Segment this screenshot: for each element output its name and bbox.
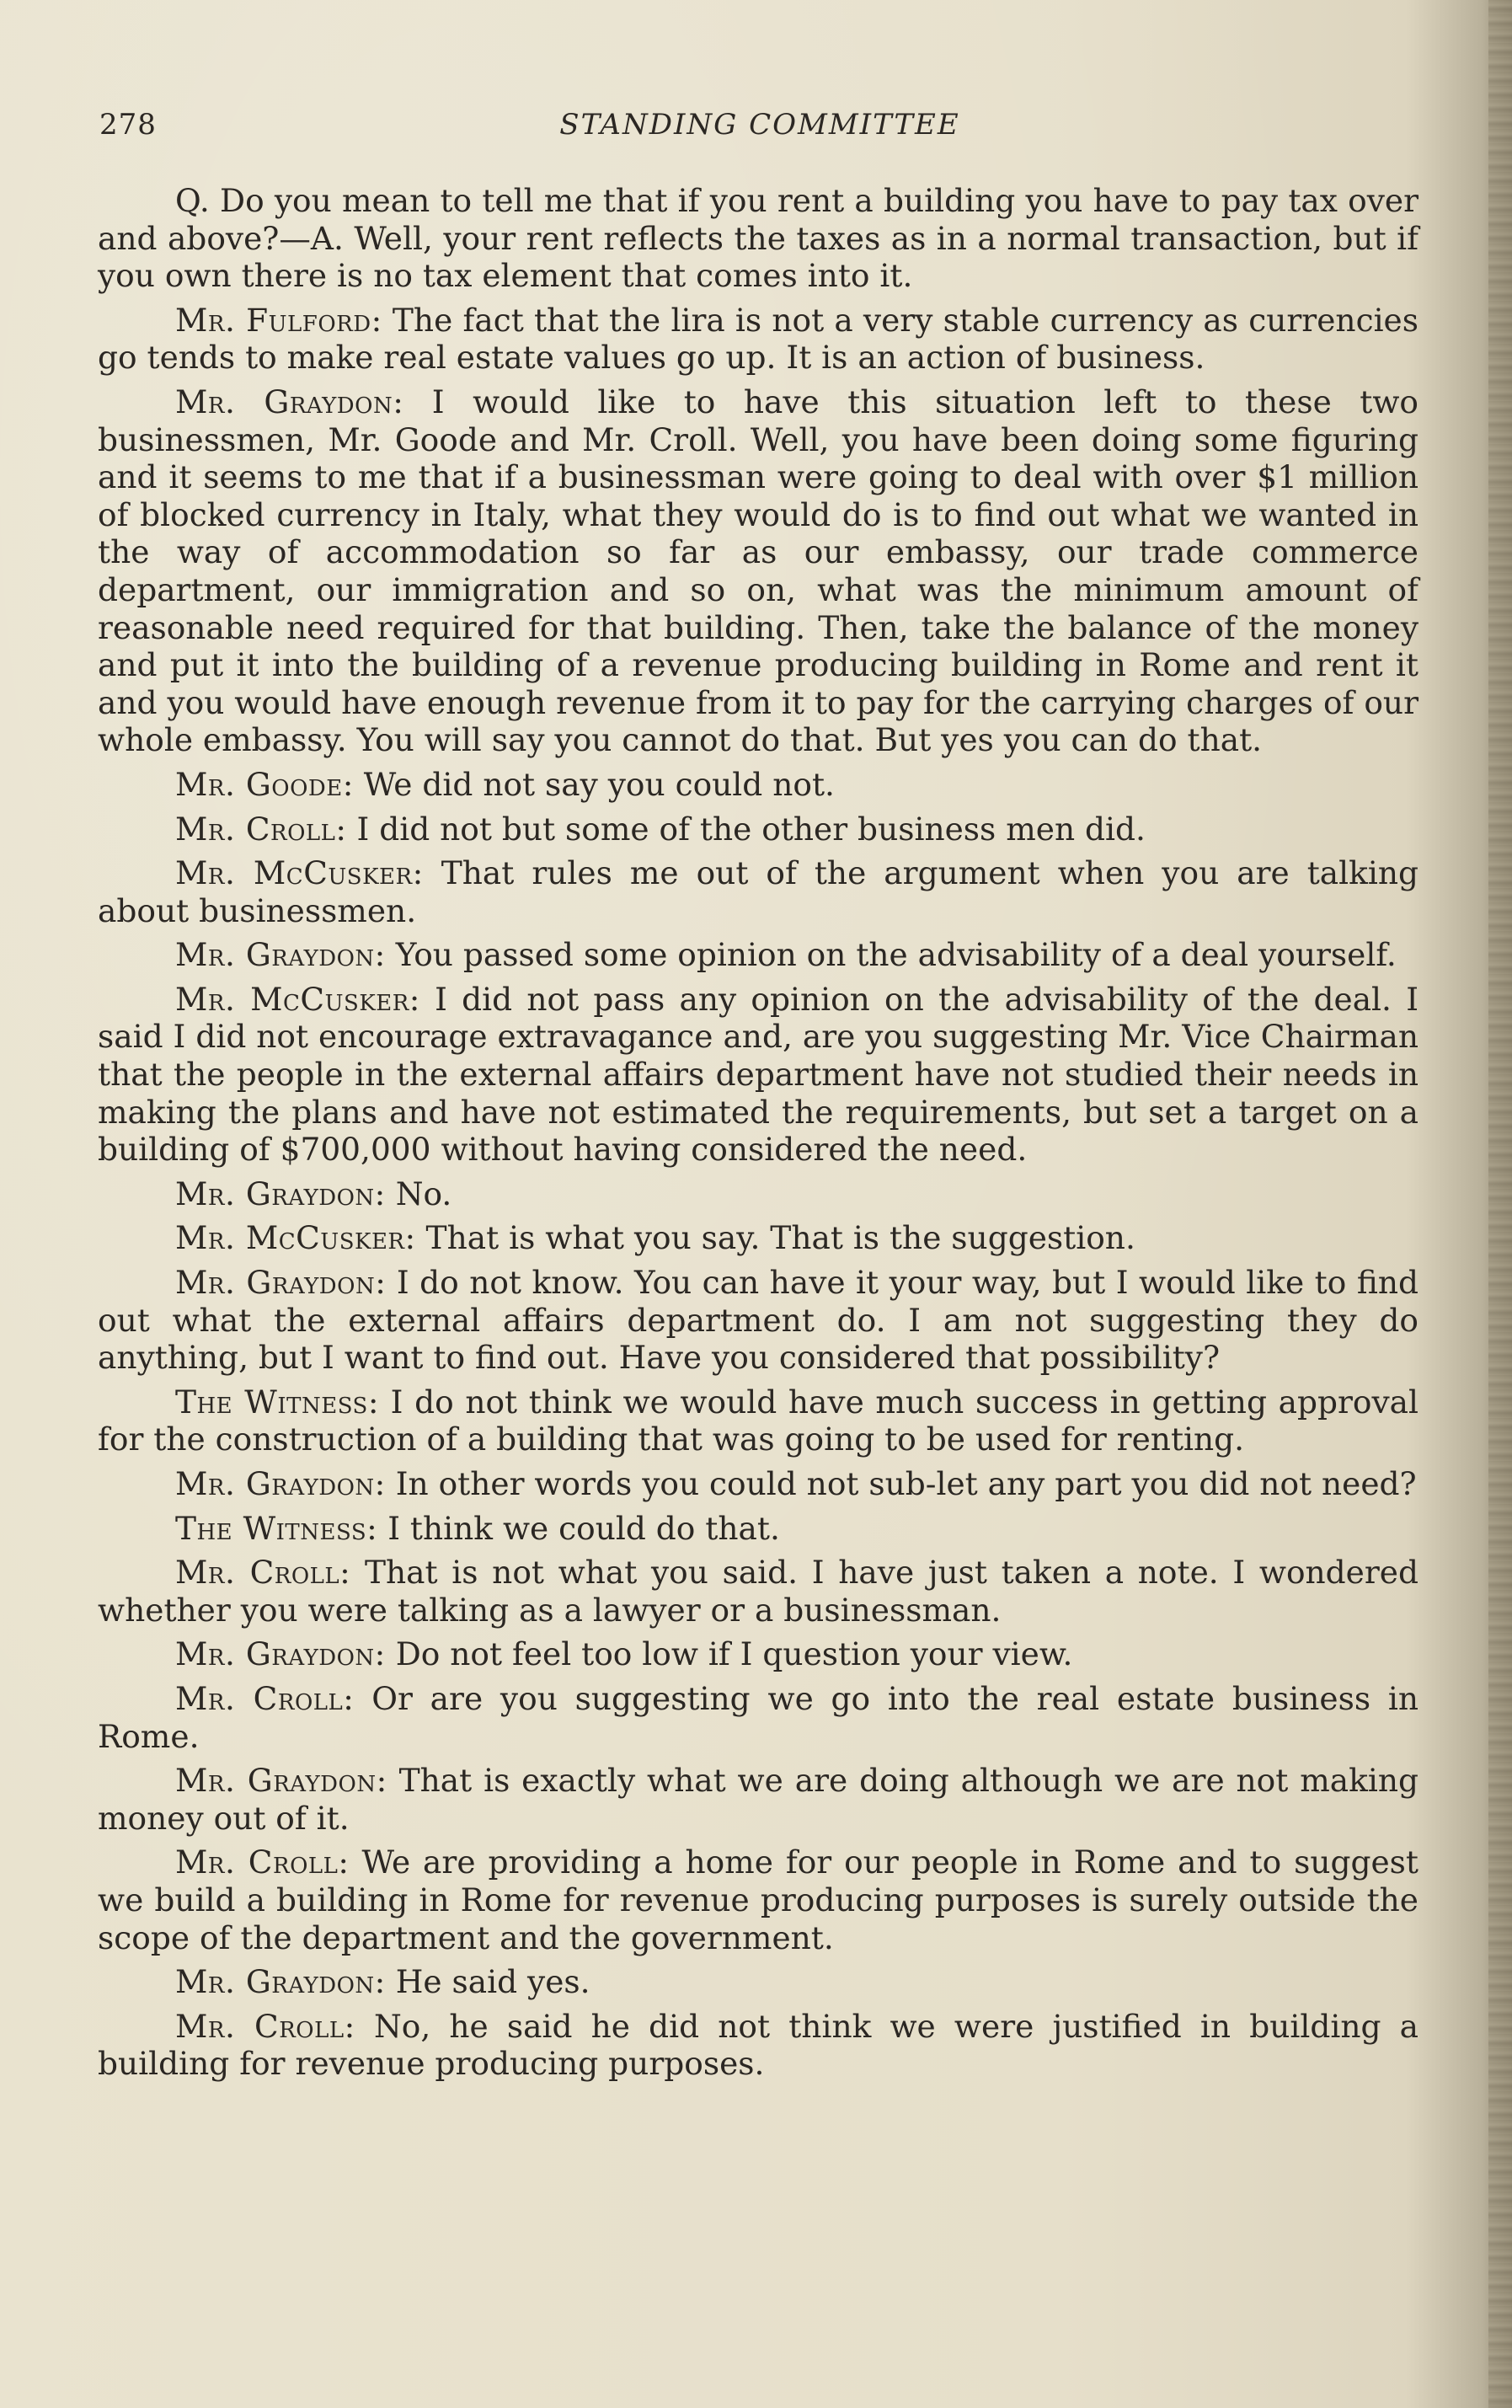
paragraph [98, 1465, 1419, 1503]
paragraph [98, 302, 1419, 377]
paragraph [98, 1219, 1419, 1257]
paragraph-text: The fact that the lira is not a very stable currency as currencies go tends to make real estate values go up. It is an action of business. [98, 301, 1419, 377]
paragraph [98, 1175, 1419, 1213]
speaker-label: Mr. Croll: [175, 1843, 350, 1881]
paragraph [98, 1963, 1419, 2001]
speaker-label: The Witness: [175, 1509, 378, 1547]
speaker-label: Mr. Croll: [175, 1679, 355, 1717]
paragraph [98, 936, 1419, 974]
speaker-label: Mr. Goode: [175, 765, 354, 803]
paragraph [98, 1554, 1419, 1629]
speaker-label: Mr. McCusker: [175, 1219, 416, 1257]
page-number: 278 [99, 108, 157, 142]
paragraph [98, 811, 1419, 848]
paragraph [98, 1762, 1419, 1837]
paragraph [98, 854, 1419, 929]
running-head: STANDING COMMITTEE [559, 108, 960, 142]
speaker-label: Mr. Graydon: [175, 1762, 387, 1800]
page-edge [1488, 0, 1512, 2408]
paragraph [98, 1635, 1419, 1673]
paragraph-text: We did not say you could not. [353, 765, 835, 803]
paragraph-text: No, he said he did not think we were justified in building a building for revenue producing purposes. [98, 2007, 1419, 2083]
paragraph-text: I think we could do that. [377, 1509, 780, 1547]
paragraph-text: I did not but some of the other business men did. [346, 810, 1146, 848]
speaker-label: Mr. Croll: [175, 810, 347, 848]
paragraph-text: Do not feel too low if I question your view. [385, 1635, 1073, 1673]
paragraph-text: I do not know. You can have it your way, but I would like to find out what the external affairs department do. I am not suggesting they do anything, but I want to find out. Have you considered that possibility? [98, 1264, 1419, 1377]
paragraph [98, 1680, 1419, 1755]
speaker-label: Mr. Graydon: [175, 1264, 387, 1302]
paragraph-text: He said yes. [385, 1963, 590, 2001]
paragraph-text: That rules me out of the argument when you are talking about businessmen. [98, 854, 1419, 929]
paragraph [98, 2008, 1419, 2083]
speaker-label: Mr. Graydon: [175, 383, 404, 420]
speaker-label: Mr. Croll: [175, 1554, 351, 1592]
paragraph [98, 182, 1419, 295]
paragraph-text: I do not think we would have much success in getting approval for the construction of a building that was going to be used for renting. [98, 1383, 1419, 1458]
paragraph [98, 383, 1419, 759]
paragraph [98, 766, 1419, 804]
paragraph-text: That is not what you said. I have just taken a note. I wondered whether you were talking as a lawyer or a businessman. [98, 1554, 1419, 1629]
paragraph-text: That is what you say. That is the suggestion. [415, 1219, 1135, 1257]
paragraph [98, 1510, 1419, 1548]
speaker-label: Mr. McCusker: [175, 854, 424, 892]
paragraph-text: That is exactly what we are doing although we are not making money out of it. [98, 1762, 1419, 1837]
speaker-label: Mr. Graydon: [175, 936, 386, 974]
paragraph-text: We are providing a home for our people in Rome and to suggest we build a building in Rome for revenue producing purposes is surely outside the scope of the department and the government. [98, 1843, 1419, 1956]
speaker-label: Mr. Graydon: [175, 1175, 386, 1212]
paragraph-text: Q. Do you mean to tell me that if you rent a building you have to pay tax over and above?—A. Well, your rent reflects the taxes as in a normal transaction, but if you own there is no tax element that comes into it. [98, 182, 1419, 295]
paragraph-text: You passed some opinion on the advisability of a deal yourself. [385, 936, 1397, 974]
paragraph-text: I did not pass any opinion on the advisability of the deal. I said I did not encourage extravagance and, are you suggesting Mr. Vice Chairman that the people in the external affairs department have not studied their needs in making the plans and have not estimated the requirements, but set a target on a building of $700,000 without having considered the need. [98, 980, 1419, 1169]
paragraph-text: No. [385, 1175, 452, 1212]
speaker-label: Mr. Fulford: [175, 301, 382, 339]
paragraph-text: Or are you suggesting we go into the real estate business in Rome. [98, 1679, 1419, 1755]
speaker-label: Mr. Graydon: [175, 1963, 386, 2001]
paragraph-text: I would like to have this situation left to these two businessmen, Mr. Goode and Mr. Croll. Well, you have been doing some figuring and it seems to me that if a businessman were going to deal with over $1 million of blocked currency in Italy, what they would do is to find out what we wanted in the way of accommodation so far as our embassy, our trade commerce department, our immigration and so on, what was the minimum amount of reasonable need required for that building. Then, take the balance of the money and put it into the building of a revenue producing building in Rome and rent it and you would have enough revenue from it to pay for the carrying charges of our whole embassy. You will say you cannot do that. But yes you can do that. [98, 383, 1419, 759]
paragraph [98, 1383, 1419, 1458]
page-header [99, 108, 1420, 150]
paragraph-text: In other words you could not sub-let any part you did not need? [385, 1465, 1417, 1502]
speaker-label: Mr. Graydon: [175, 1465, 386, 1502]
speaker-label: Mr. McCusker: [175, 980, 420, 1018]
speaker-label: Mr. Graydon: [175, 1635, 386, 1673]
speaker-label: Mr. Croll: [175, 2007, 355, 2045]
paragraph [98, 981, 1419, 1169]
paragraph [98, 1264, 1419, 1377]
paragraph [98, 1843, 1419, 1956]
transcript-body [98, 182, 1419, 2090]
speaker-label: The Witness: [175, 1383, 379, 1421]
